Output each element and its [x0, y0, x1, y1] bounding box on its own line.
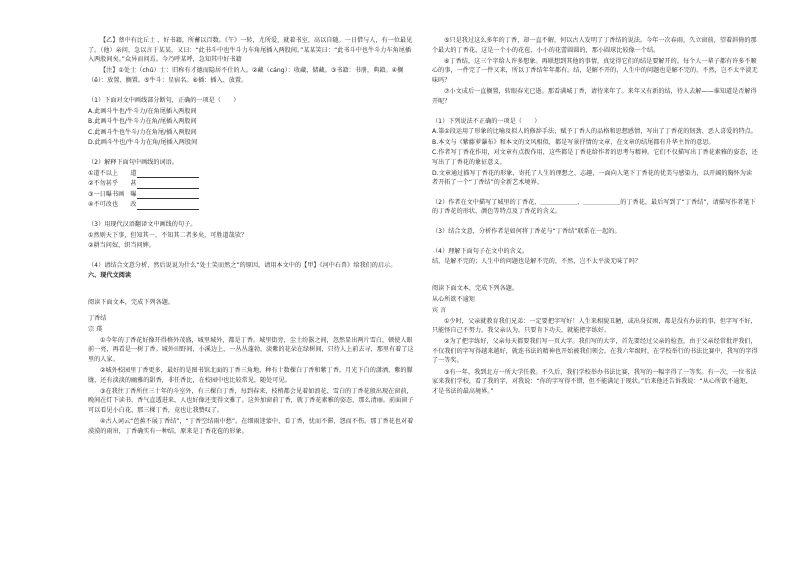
- question-3-stem: （3）用现代汉语翻译文中画线的句子。: [88, 220, 197, 228]
- question-3: [88, 220, 414, 251]
- article-paragraph: ⑥丁香结，这三个字给人许多想象。再联想到其他的事情，真觉得它们的结是要解开的。每个人一辈子都有许多不顺心的事，一件完了一件又来，所以丁香结年年都有。结，是解不开的，人生中的问题也是解不完的，不然，岂不太平淡无味吗？: [432, 57, 758, 84]
- article-paragraph: ③在我往丁香所住三十年的斗室外，有三棵白丁香，每到春来，枝梢都会见着如浪花、雪白的丁香花般出现在窗前，晚间在灯下读书，香气直透进来，人也好像还变得文雅了。这外加窗前丁香，就丁香花素雅的姿态，那么清丽。前面窗子可以看见小白花，那三棵丁香，竟也让我赞叹了。: [88, 387, 414, 414]
- reading-question-1: [432, 117, 758, 188]
- article-title: 丁香结: [88, 315, 107, 323]
- notes: 【注】①处士（chǔ）士：旧称有才德而隐居不仕的人。②藏（cáng）：收藏、储藏。③书籍：书册，典籍。④搁（ē）：放置、搁置。⑤牛斗：星宿名。⑥插：插入、放置。: [88, 67, 404, 84]
- article-title: 从心所欲不逾矩: [432, 296, 476, 304]
- reading-question-2: （2）作者在文中描写了城里的丁香花、＿＿＿＿＿＿、＿＿＿＿＿＿的丁香花，最后写到了“丁香结”，请描写作者笔下的丁香花的形状、颜色等特点及丁香花的含义。: [432, 198, 756, 216]
- option-c: C.此画斗牛也牛斗/力在角尾/插入两股间: [88, 128, 197, 136]
- classical-text: 【乙】蔡中有比丘士 ，好书籍，所蓄以百数。《午》一转，尤所爱，就着书室，高以自随。一日借与人，有一位最见了。（他）亲问，急以言于某某，又曰：“此书斗中也牛斗力车角尾插入两股间。”某某笑曰：“此书斗中也牛斗力车角尾插入两股间矣。”众异而问焉。今乃呼某呼，急知其中好书籍: [88, 37, 413, 64]
- left-column: [88, 36, 414, 438]
- reading-instruction: 阅读下面文本，完成下列各题。: [432, 284, 519, 292]
- reading-question-1-stem: （1）下列说法不正确的一项是（ ）: [432, 117, 541, 125]
- article-paragraph: ③有一年，我到北方一所大学任教。不久后，我们学校举办书法比赛，我写的一幅字得了一等奖。有一次，一位书法家来我们学校，看了我的字，对我说：“你的字写得不错，但不能满足于现状。”后来他还告诉我说：“从心所欲不逾矩，才是书法的最高境界。”: [432, 368, 757, 395]
- translate-item: ①然则天下事，但知其一，不知其二者多矣，可胜道哉欤？: [88, 231, 248, 239]
- answer-blank[interactable]: [137, 191, 199, 199]
- question-1-stem: （1）下面对文中画线部分断句，正确的一项是（ ）: [88, 96, 240, 104]
- right-column: [432, 36, 758, 398]
- article-paragraph: ④古人词云“芭蕉不展丁香结”，“丁香空结雨中愁”。在细雨迷蒙中，看丁香，忧而不滞，怨而不伤。那丁香花也对着漠漠的雨帘，丁香确实有一种结，原来是丁香花苞的形象。: [88, 417, 414, 435]
- reading-instruction: 阅读下面文本，完成下列各题。: [88, 298, 175, 306]
- article-author: 宗 璞: [88, 326, 103, 334]
- article-paragraph: ①今年的丁香花好像开得格外茂盛，城里城外，都是丁香。城里街旁，尘土纷嚣之间，忽然显出两片雪白，顿使人眼前一亮，再看是一树丁香。城外田野间，小溪边上，一丛丛蓬勃，淡紫的花朵在绿树间，只待人上前去寻，那里有着了这里的人家。: [88, 336, 414, 363]
- article-paragraph: ②为了把字练好，父亲每天都要我们写一页大字。我们写的大字，首先要经过父亲的检查，由于父亲经常批评我们，不仅我们的字写得越来越好，就连书法的精神也开始被我们领会。在我六年级时，在学校举行的书法比赛中，我写的字得了一等奖。: [432, 338, 758, 365]
- article-paragraph: ⑦小文成后一直搁置，转眼春光已逝。那看满城丁香，请待来年了。来年又有新的结，待人去解——谁知道是否解得开呢？: [432, 87, 757, 105]
- word-item: ②不勿甚乎 甚: [88, 179, 414, 189]
- option-b: B.本文与《紫藤萝瀑布》和本文的文风相似，都是写景抒情的文章，在文章的结尾都有升华主旨的意思。: [432, 138, 715, 146]
- article-paragraph: ①少时，父亲就教育我们兄弟：一定要把字写好！人生来相貌丑陋，或出身贫困，都是没有办法的事，但字写不好，只能怪自己不努力。我父亲认为，只要肯下功夫，就能把字练好。: [432, 317, 757, 335]
- question-2: [88, 158, 414, 210]
- answer-blank[interactable]: [137, 202, 199, 210]
- option-a: A.此画斗牛也/牛斗力/在角尾插入两股间: [88, 107, 197, 115]
- word-item: ①道不以上 道: [88, 169, 414, 179]
- article-author: 宾 言: [432, 306, 447, 314]
- word-item: ④不可改也 改: [88, 200, 414, 210]
- option-d: D.文章通过描写丁香花的形象，寄托了人生的理想之、志趣，一面向人笔下丁香花的优美与感染力，以开阔的胸怀为读者开拓了一个“丁香结”的全新艺术境界。: [432, 169, 753, 187]
- option-d: D.此画斗牛也/牛斗力在角/尾插入两股间: [88, 139, 198, 147]
- translate-item: ②耕当问奴，织当问婢。: [88, 242, 155, 250]
- question-2-stem: （2）解释下面句中画线的词语。: [88, 158, 178, 166]
- option-b: B.此画斗牛也/牛斗力在角/尾插入两股间: [88, 118, 197, 126]
- reading-question-4-stem: （4）理解下面句子在文中的含义。: [432, 247, 529, 255]
- article-paragraph: ⑤只是我过这么多年的丁香，却一直不解，何以古人发明了丁香结的说法。今年一次春雨，久立窗前，望着斜倚的那个最大的丁香花，这是一个小的花苞，小小的花蕾圆圆的，那小圆球比较像一个结。: [432, 37, 757, 54]
- question-1: [88, 96, 414, 148]
- answer-blank[interactable]: [137, 170, 199, 178]
- article-paragraph: ②城外校园里丁香更多，最好的是图书馆北面的丁香三角地，种有十数棵白丁香和紫丁香。月光下白的潇洒，紫的朦胧，还有淡淡的幽雅的甜香，非任香比，在校园中也比较常见，随处可见。: [88, 366, 413, 384]
- word-item: ③一日曝书画 曝: [88, 190, 414, 200]
- answer-blank[interactable]: [137, 181, 199, 189]
- question-4: （4）请结合文意分析，然后说说为什么“处士笑而然之”的原因。请用本文中的【甲】《河中石兽》给我们的启示。: [88, 261, 397, 269]
- option-c: C.作者写丁香花作用，对文章有点拨作用，这些都是丁香花给作者的思考与精神。它们不仅描写出丁香花素雅的姿态，还写出了丁香花的象征意义。: [432, 149, 758, 167]
- option-a: A.第①段运用了形象的比喻及拟人的修辞手法，赋予丁香人的品格和思想感情，写出了丁香花的韧劲、恶人喜爱的特点。: [432, 128, 757, 136]
- section-title: 六、现代文阅读: [88, 272, 132, 280]
- reading-question-4-text: 结，是解不完的；人生中的问题也是解不完的，不然，岂不太平淡无味了吗？: [432, 258, 641, 266]
- reading-question-3: （3）结合文意，分析作者是如何将丁香花与“丁香结”联系在一起的。: [432, 228, 621, 235]
